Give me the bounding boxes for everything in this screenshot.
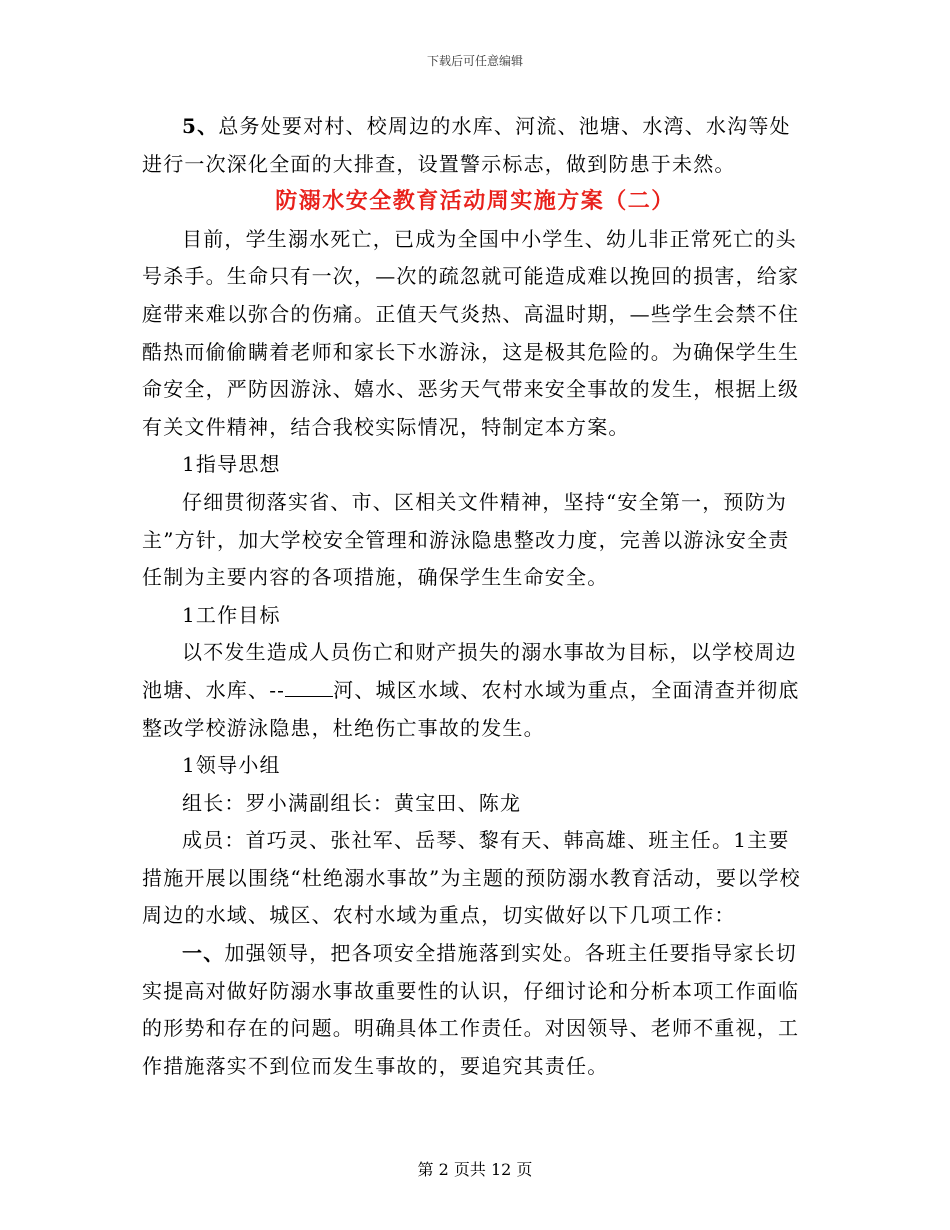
paragraph-leaders: 组长：罗小满副组长：黄宝田、陈龙 xyxy=(182,790,522,815)
section-title: 防溺水安全教育活动周实施方案（二） xyxy=(275,188,675,215)
page-header: 下载后可任意编辑 xyxy=(426,54,523,68)
item-number: 一、 xyxy=(182,941,225,966)
paragraph-5 xyxy=(142,108,808,183)
document-body xyxy=(142,108,808,1085)
heading-work-goal: 1工作目标 xyxy=(182,602,281,627)
paragraph-text: 总务处要对村、校周边的水库、河流、池塘、水湾、水沟等处进行一次深化全面的大排查，设置警示标志，做到防患于未然。 xyxy=(142,114,791,176)
paragraph-work-goal xyxy=(142,634,808,747)
heading-guiding-thought: 1指导思想 xyxy=(182,452,281,477)
paragraph-members: 成员：首巧灵、张社军、岳琴、黎有天、韩高雄、班主任。1主要措施开展以围绕“杜绝溺水事故”为主题的预防溺水教育活动，要以学校周边的水域、城区、农村水域为重点，切实做好以下几项工作： xyxy=(142,828,801,928)
fill-blank xyxy=(285,696,333,697)
paragraph-text: 以不发生造成人员伤亡和财产损失的溺水事故为目标，以学校周边池塘、水库、-- xyxy=(142,640,797,702)
heading-leadership-group: 1领导小组 xyxy=(182,753,281,778)
item-number: 5、 xyxy=(182,114,219,138)
paragraph-text: 加强领导，把各项安全措施落到实处。各班主任要指导家长切实提高对做好防溺水事故重要性的认识，仔细讨论和分析本项工作面临的形势和存在的问题。明确具体工作责任。对因领导、老师不重视，工作措施落实不到位而发生事故的，要追究其责任。 xyxy=(142,941,800,1078)
paragraph-measure-1 xyxy=(142,935,808,1085)
paragraph-intro: 目前，学生溺水死亡，已成为全国中小学生、幼儿非正常死亡的头号杀手。生命只有一次，—次的疏忽就可能造成难以挽回的损害，给家庭带来难以弥合的伤痛。正值天气炎热、高温时期，—些学生会禁不住酷热而偷偷瞒着老师和家长下水游泳，这是极其危险的。为确保学生生命安全，严防因游泳、嬉水、恶劣天气带来安全事故的发生，根据上级有关文件精神，结合我校实际情况，特制定本方案。 xyxy=(142,226,800,439)
paragraph-text: 河、城区水域、农村水域为重点，全面清查并彻底整改学校游泳隐患，杜绝伤亡事故的发生。 xyxy=(142,677,800,740)
page-footer: 第 2 页共 12 页 xyxy=(417,1160,533,1179)
paragraph-guiding-thought: 仔细贯彻落实省、市、区相关文件精神，坚持“安全第一，预防为主”方针，加大学校安全管理和游泳隐患整改力度，完善以游泳安全责任制为主要内容的各项措施，确保学生生命安全。 xyxy=(142,489,790,590)
